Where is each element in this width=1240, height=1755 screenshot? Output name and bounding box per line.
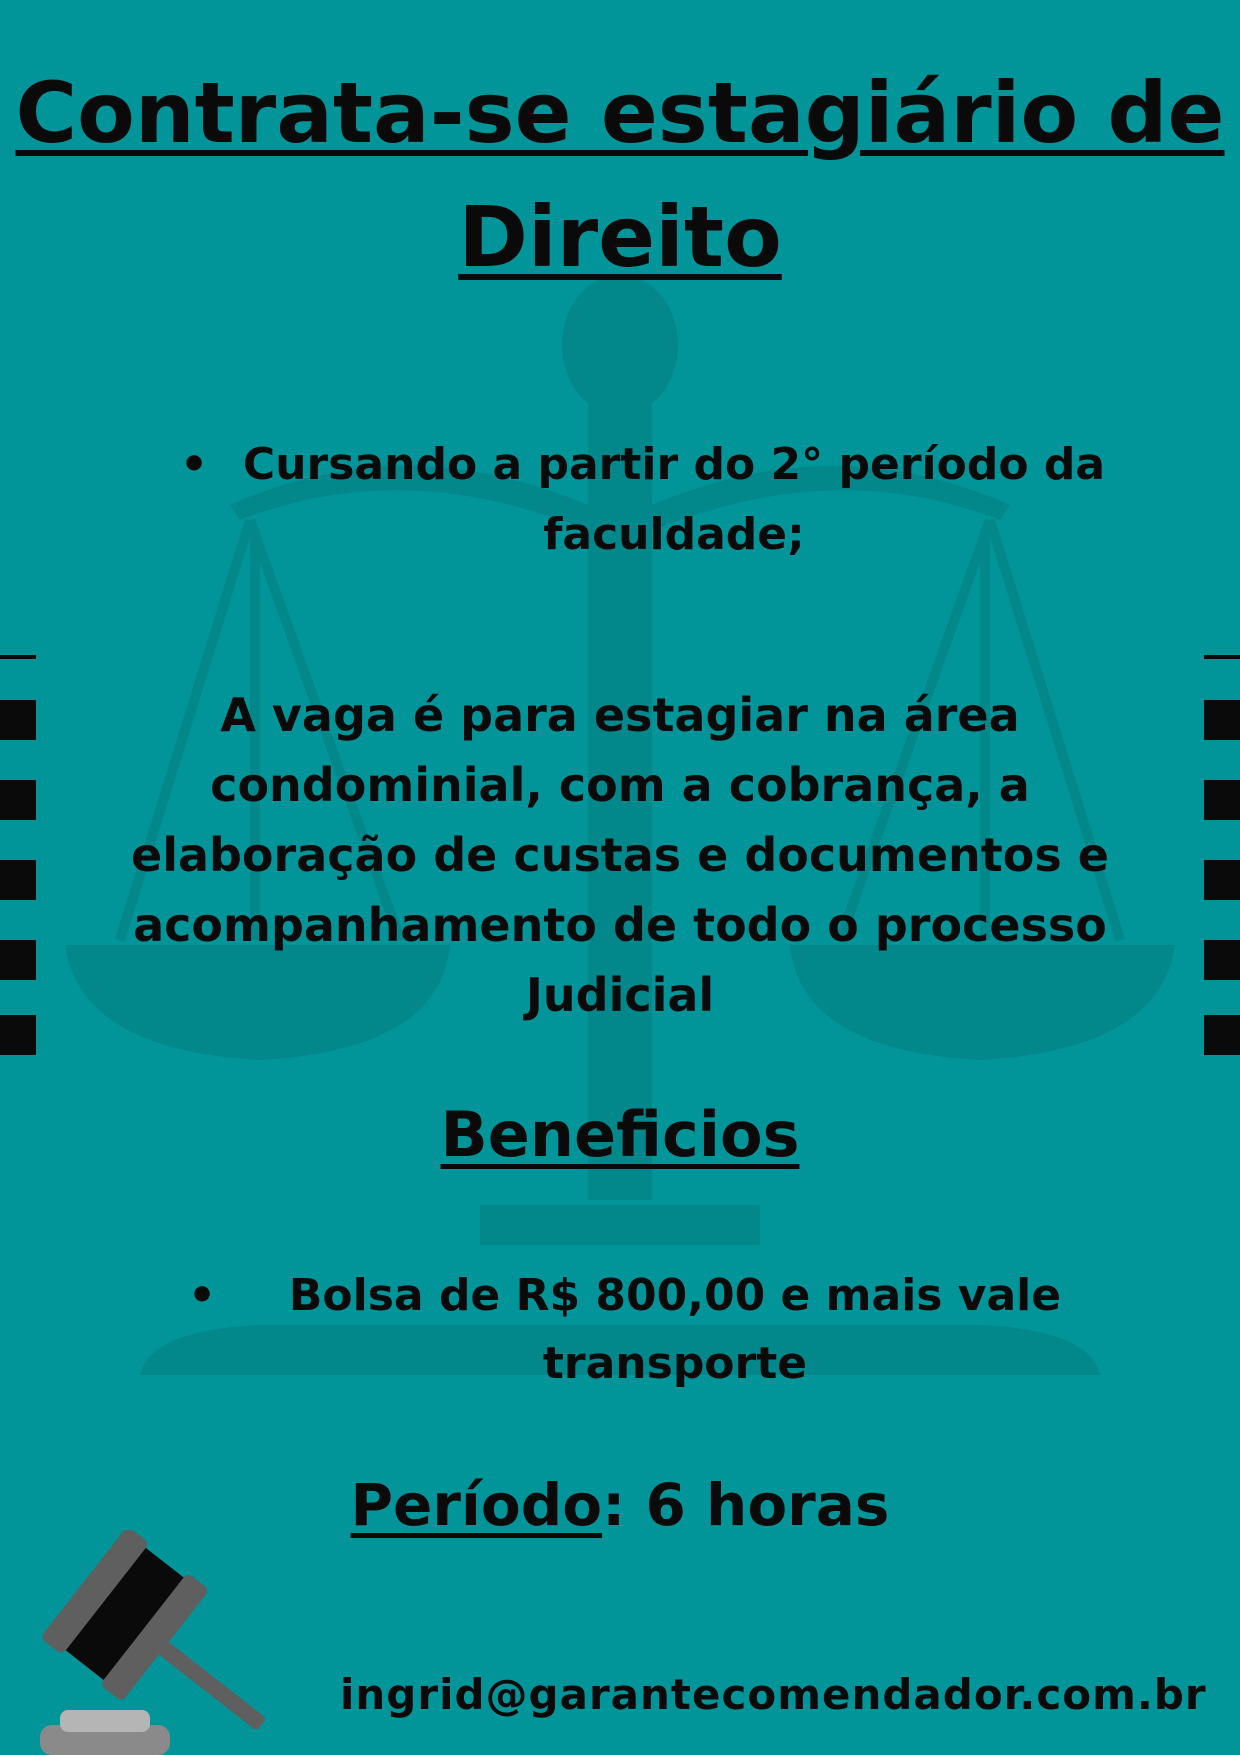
job-description: A vaga é para estagiar na área condominial, com a cobrança, a elaboração de custas e documentos e acompanhamento de todo o processo Judicial	[131, 688, 1109, 1022]
requirement-text: Cursando a partir do 2° período da faculdade;	[242, 439, 1106, 560]
contact-email[interactable]: ingrid@garantecomendador.com.br	[340, 1670, 1207, 1719]
schedule-label: Período	[350, 1471, 603, 1539]
bullet-icon: •	[188, 1270, 217, 1321]
bullet-icon: •	[180, 439, 209, 490]
gavel-icon	[20, 1530, 280, 1755]
schedule-value: : 6 horas	[602, 1471, 890, 1539]
left-decorative-bars	[0, 655, 36, 1055]
benefit-text: Bolsa de R$ 800,00 e mais vale transporte	[288, 1270, 1062, 1389]
benefits-heading: Beneficios	[440, 1098, 800, 1171]
page-title-line-1: Contrata-se estagiário de	[15, 64, 1225, 162]
right-decorative-bars	[1204, 655, 1240, 1055]
page-title-line-2: Direito	[458, 188, 782, 286]
